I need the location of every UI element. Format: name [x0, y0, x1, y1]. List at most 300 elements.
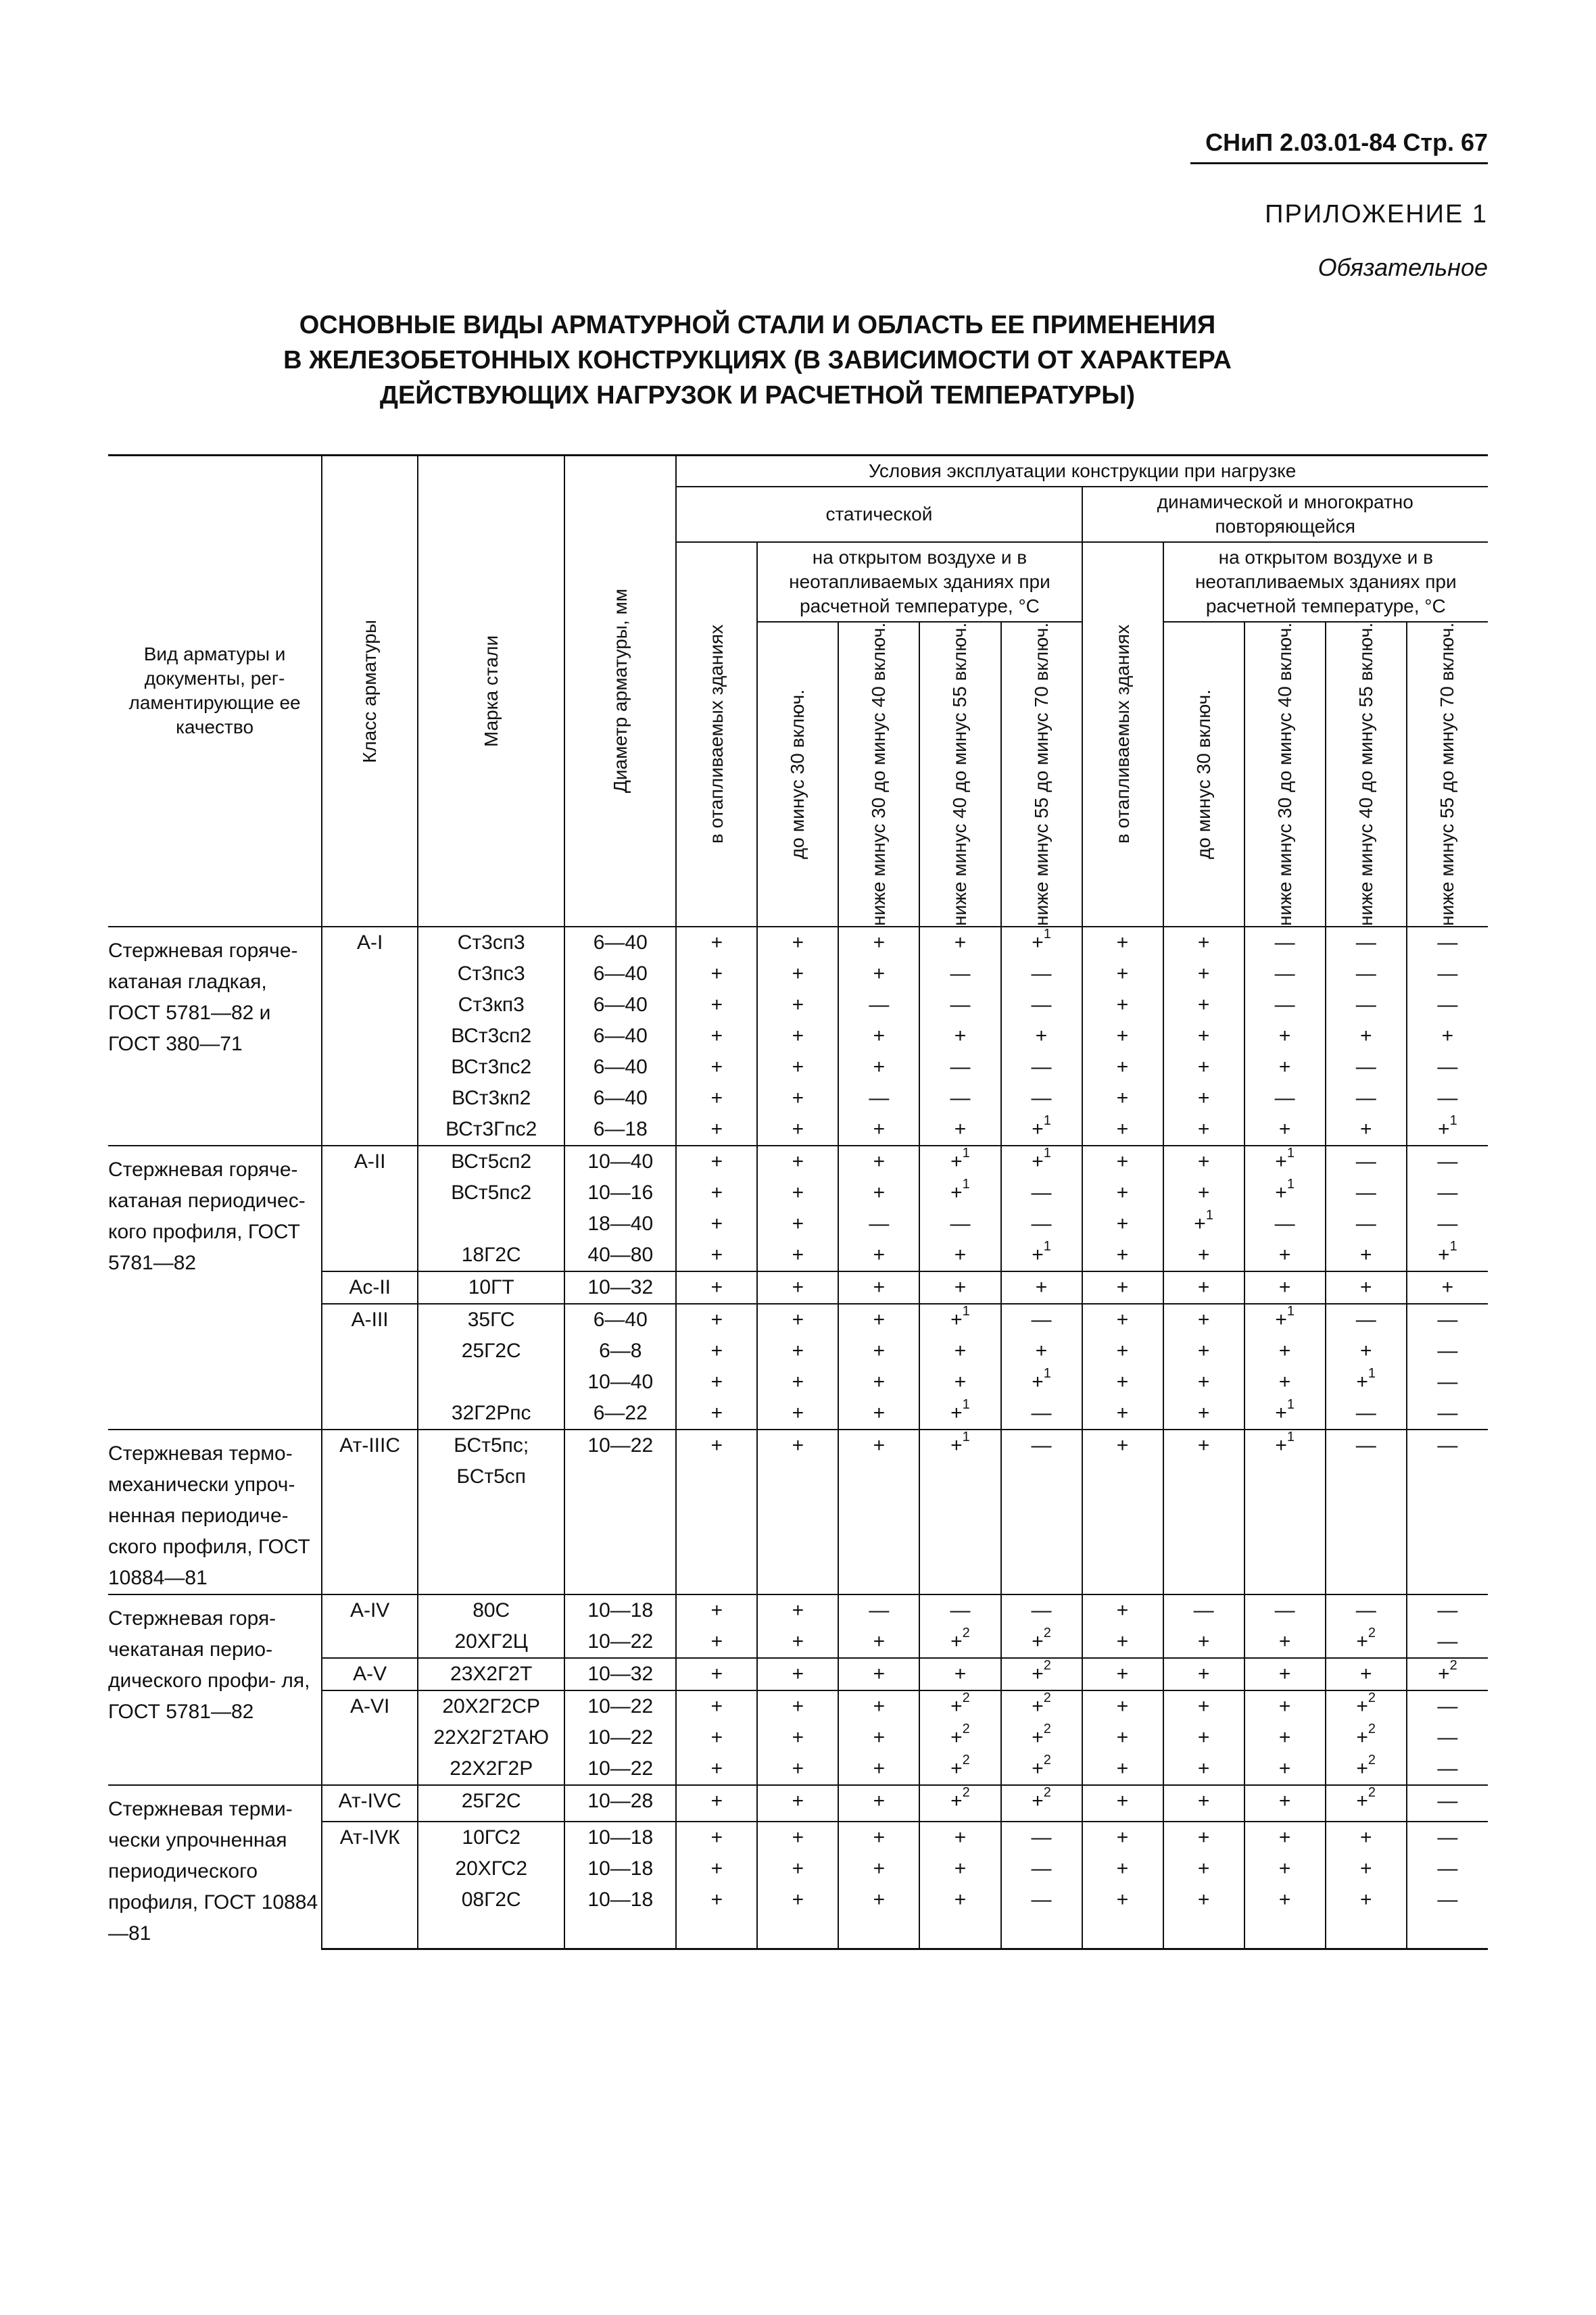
value-mark: +	[1116, 1370, 1129, 1393]
row-type-label: Стержневая термо- механически упроч- ненная периодиче- ского профиля, ГОСТ 10884—81	[108, 1430, 322, 1594]
value-cell	[1163, 1690, 1244, 1785]
value-mark: —	[1031, 1826, 1052, 1849]
header-dynamic: динамической и многократно повторяющейся	[1082, 487, 1488, 542]
value-cell	[838, 1146, 919, 1271]
value-mark: —	[1437, 1726, 1458, 1749]
value-cell	[1163, 1785, 1244, 1822]
value-mark	[1329, 1461, 1403, 1492]
value-mark: —	[1437, 1401, 1458, 1424]
value-cell	[838, 1594, 919, 1658]
value-mark: +	[1278, 1024, 1291, 1047]
value-cell	[1082, 1146, 1163, 1271]
grade-value: 25Г2С	[461, 1789, 521, 1812]
value-cell	[1407, 927, 1488, 1146]
value-mark: +$^2$	[1032, 1625, 1051, 1653]
value-mark: +	[710, 1275, 723, 1298]
diameter-value: 10—16	[587, 1181, 654, 1204]
value-mark: +	[1116, 1662, 1129, 1685]
value-mark: +	[1197, 1370, 1210, 1393]
value-mark: +	[1278, 1726, 1291, 1749]
status-label: Обязательное	[1317, 253, 1488, 281]
value-mark: +	[1035, 1024, 1048, 1047]
value-cell	[1082, 1594, 1163, 1658]
value-mark: +	[710, 1401, 723, 1424]
value-cell	[1407, 1690, 1488, 1785]
value-mark: +	[873, 1339, 886, 1362]
value-mark: +	[1359, 1662, 1372, 1685]
value-mark: +	[1035, 1275, 1048, 1298]
value-mark: +$^2$	[950, 1721, 970, 1749]
value-mark: +	[1278, 1339, 1291, 1362]
value-cell	[676, 1658, 757, 1690]
header-static-t2: ниже минус 30 до минус 40 включ.	[838, 622, 919, 927]
header-static-t1: до минус 30 включ.	[757, 622, 838, 927]
value-cell	[1082, 1822, 1163, 1949]
value-mark: —	[1355, 1434, 1376, 1457]
value-mark: +	[1278, 1275, 1291, 1298]
value-mark: +$^2$	[950, 1784, 970, 1812]
value-cell	[919, 1658, 1000, 1690]
value-mark: +	[873, 1055, 886, 1078]
grade-value	[421, 1209, 561, 1240]
value-mark: —	[1355, 1401, 1376, 1424]
value-mark: +	[792, 1181, 804, 1204]
value-mark: —	[869, 1599, 890, 1622]
grade-value: 32Г2Рпс	[451, 1401, 531, 1424]
value-mark: +	[954, 1826, 967, 1849]
value-mark: +	[710, 1181, 723, 1204]
value-mark: +	[954, 1275, 967, 1298]
value-mark: +	[792, 962, 804, 985]
diameter-value: 10—22	[587, 1630, 654, 1653]
value-mark: —	[1355, 931, 1376, 954]
value-cell	[1001, 1146, 1082, 1271]
value-cell	[1407, 1430, 1488, 1594]
value-cell	[676, 1785, 757, 1822]
diameter-value: 6—8	[599, 1339, 642, 1362]
grade-cell	[418, 1690, 564, 1785]
value-cell	[1082, 1785, 1163, 1822]
value-mark: —	[950, 1086, 971, 1109]
value-mark: +	[792, 1695, 804, 1717]
value-mark: —	[1437, 1150, 1458, 1173]
value-mark: +	[710, 1726, 723, 1749]
value-mark: +	[1116, 931, 1129, 954]
value-mark: +	[873, 1789, 886, 1812]
value-mark: +	[1116, 1857, 1129, 1880]
value-cell	[1326, 1146, 1407, 1271]
value-mark: —	[1031, 1401, 1052, 1424]
value-mark: +	[792, 1024, 804, 1047]
grade-value: 08Г2С	[461, 1888, 521, 1911]
value-cell	[757, 1690, 838, 1785]
value-mark: +	[710, 962, 723, 985]
value-cell	[919, 1822, 1000, 1949]
grade-cell	[418, 1304, 564, 1430]
value-mark: +	[792, 1434, 804, 1457]
diameter-value: 6—40	[593, 993, 648, 1016]
value-cell	[1407, 1785, 1488, 1822]
value-mark: +	[873, 1630, 886, 1653]
value-mark: +	[710, 1086, 723, 1109]
diameter-value: 10—18	[587, 1857, 654, 1880]
class-value: А-III	[351, 1308, 389, 1331]
grade-cell	[418, 1785, 564, 1822]
value-mark: —	[1031, 1181, 1052, 1204]
value-mark: —	[1437, 1599, 1458, 1622]
value-mark: +	[954, 1370, 967, 1393]
value-cell	[1244, 1271, 1326, 1304]
value-cell	[1326, 1822, 1407, 1949]
class-value: А-V	[353, 1662, 387, 1685]
value-cell	[1163, 1271, 1244, 1304]
page-code: СНиП 2.03.01-84 Стр. 67	[1205, 128, 1488, 156]
value-cell	[676, 1304, 757, 1430]
value-cell	[1326, 1658, 1407, 1690]
value-cell	[1244, 1594, 1326, 1658]
title-line-3: ДЕЙСТВУЮЩИХ НАГРУЗОК И РАСЧЕТНОЙ ТЕМПЕРАТУРЫ)	[379, 381, 1136, 410]
value-mark	[842, 1461, 916, 1492]
diameter-value: 6—40	[593, 1055, 648, 1078]
value-mark: +$^1$	[950, 1396, 970, 1424]
value-cell	[1001, 1822, 1082, 1949]
value-cell	[757, 1785, 838, 1822]
value-mark: —	[1437, 1086, 1458, 1109]
header-rule	[1190, 162, 1488, 164]
grade-value: 20ХГС2	[455, 1857, 528, 1880]
class-value: Ат-IVС	[338, 1789, 402, 1812]
header-class: Класс арматуры	[322, 456, 418, 927]
value-cell	[838, 1271, 919, 1304]
value-mark: —	[1437, 1757, 1458, 1780]
value-mark: —	[1274, 931, 1295, 954]
value-mark: +	[1116, 1308, 1129, 1331]
value-mark: +	[873, 1726, 886, 1749]
header-diameter: Диаметр арматуры, мм	[564, 456, 676, 927]
value-cell	[919, 1690, 1000, 1785]
grade-value: БСт5сп	[456, 1465, 527, 1488]
value-mark: —	[950, 1599, 971, 1622]
value-cell	[838, 1304, 919, 1430]
value-mark: —	[1437, 1789, 1458, 1812]
value-mark: +	[1278, 1826, 1291, 1849]
value-cell	[1001, 1430, 1082, 1594]
value-cell	[1407, 1271, 1488, 1304]
value-mark: +	[1197, 1150, 1210, 1173]
diameter-cell	[564, 1785, 676, 1822]
value-mark: +	[873, 1857, 886, 1880]
value-mark: +	[954, 1117, 967, 1140]
value-mark: —	[1437, 1434, 1458, 1457]
value-mark: +	[873, 962, 886, 985]
value-mark: +	[1197, 1662, 1210, 1685]
table-row	[108, 1785, 1488, 1822]
diameter-value: 10—28	[587, 1789, 654, 1812]
value-mark: +$^1$	[950, 1303, 970, 1331]
grade-value: ВСт3сп2	[451, 1024, 532, 1047]
value-mark: +	[1197, 1275, 1210, 1298]
value-mark: +	[1197, 1117, 1210, 1140]
class-cell	[322, 1271, 418, 1304]
value-mark: +	[1116, 993, 1129, 1016]
value-mark: +	[1197, 993, 1210, 1016]
value-cell	[757, 1594, 838, 1658]
header-dynamic-outdoor: на открытом воздухе и в неотапливаемых зданиях при расчетной температуре, °С	[1163, 542, 1488, 622]
value-mark: +	[873, 1024, 886, 1047]
row-type-label: Стержневая горяче- катаная периодичес- кого профиля, ГОСТ 5781—82	[108, 1146, 322, 1430]
diameter-value: 6—40	[593, 1308, 648, 1331]
table-row	[108, 1594, 1488, 1658]
diameter-cell	[564, 1822, 676, 1949]
value-mark: +	[1197, 1757, 1210, 1780]
value-mark: +	[1359, 1117, 1372, 1140]
value-cell	[1001, 1658, 1082, 1690]
diameter-cell	[564, 1658, 676, 1690]
value-mark: —	[1193, 1599, 1214, 1622]
value-mark: +	[873, 1243, 886, 1266]
value-cell	[757, 1430, 838, 1594]
value-mark: +	[792, 1243, 804, 1266]
value-cell	[1163, 927, 1244, 1146]
value-mark: —	[1274, 1212, 1295, 1235]
table-row	[108, 927, 1488, 1146]
row-type-label: Стержневая горяче- катаная гладкая, ГОСТ 5781—82 и ГОСТ 380—71	[108, 927, 322, 1146]
value-cell	[1407, 1146, 1488, 1271]
document-title	[0, 308, 1596, 413]
header-static-t4: ниже минус 55 до минус 70 включ.	[1001, 622, 1082, 927]
value-mark: +	[873, 931, 886, 954]
value-mark: +	[1197, 1086, 1210, 1109]
value-mark: +	[1197, 931, 1210, 954]
value-cell	[1001, 1785, 1082, 1822]
value-mark: +	[1197, 962, 1210, 985]
value-mark: +	[1278, 1757, 1291, 1780]
grade-cell	[418, 927, 564, 1146]
value-mark: +	[1116, 1789, 1129, 1812]
value-mark: +	[1116, 1888, 1129, 1911]
value-mark: —	[1274, 962, 1295, 985]
value-mark: +	[873, 1181, 886, 1204]
value-mark: +	[792, 1401, 804, 1424]
diameter-cell	[564, 1271, 676, 1304]
class-value: Ат-IVК	[339, 1826, 400, 1849]
value-mark: —	[869, 993, 890, 1016]
value-mark: +	[954, 1857, 967, 1880]
value-mark: +	[873, 1888, 886, 1911]
value-mark: +	[792, 1086, 804, 1109]
header-dynamic-t3: ниже минус 40 до минус 55 включ.	[1326, 622, 1407, 927]
value-mark: +	[1359, 1275, 1372, 1298]
value-mark: —	[1031, 1308, 1052, 1331]
value-mark: +	[873, 1308, 886, 1331]
value-cell	[1082, 1690, 1163, 1785]
value-mark: +$^2$	[1032, 1657, 1051, 1685]
value-mark: —	[1355, 1086, 1376, 1109]
value-mark: —	[1437, 1370, 1458, 1393]
grade-value: 20Х2Г2СР	[442, 1695, 541, 1717]
value-mark: —	[1274, 993, 1295, 1016]
value-mark: +$^2$	[1356, 1784, 1376, 1812]
diameter-value: 10—32	[587, 1275, 654, 1298]
value-cell	[1244, 1785, 1326, 1822]
class-value: Ас-II	[349, 1275, 391, 1298]
value-cell	[676, 927, 757, 1146]
value-mark: +	[1116, 1275, 1129, 1298]
value-cell	[919, 1594, 1000, 1658]
value-mark: —	[1437, 1308, 1458, 1331]
value-mark: +	[954, 1243, 967, 1266]
value-mark: +	[1278, 1370, 1291, 1393]
value-mark: —	[950, 993, 971, 1016]
value-mark: —	[1437, 962, 1458, 985]
value-mark: —	[1031, 993, 1052, 1016]
value-mark: +	[873, 1370, 886, 1393]
value-mark: —	[1437, 1055, 1458, 1078]
value-cell	[1082, 1430, 1163, 1594]
grade-cell	[418, 1146, 564, 1271]
value-cell	[1326, 1271, 1407, 1304]
diameter-cell	[564, 1304, 676, 1430]
grade-value: 10ГТ	[468, 1275, 514, 1298]
value-mark: +	[710, 1339, 723, 1362]
value-mark: +	[710, 993, 723, 1016]
value-mark: +$^1$	[1032, 1365, 1051, 1393]
value-mark	[923, 1461, 997, 1492]
value-cell	[919, 1785, 1000, 1822]
class-value: А-VI	[349, 1695, 390, 1717]
value-mark: +	[792, 1826, 804, 1849]
header-static-heated: в отапливаемых зданиях	[676, 542, 757, 927]
value-mark: —	[1437, 1630, 1458, 1653]
value-mark: +$^2$	[1032, 1721, 1051, 1749]
value-mark	[1005, 1461, 1079, 1492]
value-mark	[1086, 1461, 1160, 1492]
value-mark: —	[869, 1212, 890, 1235]
value-cell	[676, 1146, 757, 1271]
value-mark: +	[792, 1055, 804, 1078]
value-mark: +$^1$	[1438, 1113, 1457, 1140]
value-mark: —	[1437, 1212, 1458, 1235]
grade-value: 35ГС	[467, 1308, 515, 1331]
value-cell	[838, 1822, 919, 1949]
value-cell	[1001, 1690, 1082, 1785]
grade-value: 22Х2Г2Р	[450, 1757, 533, 1780]
value-cell	[1326, 1594, 1407, 1658]
header-static-outdoor: на открытом воздухе и в неотапливаемых зданиях при расчетной температуре, °С	[757, 542, 1082, 622]
value-cell	[1001, 927, 1082, 1146]
value-cell	[1244, 1304, 1326, 1430]
grade-value: 80С	[473, 1599, 510, 1622]
value-cell	[1001, 1271, 1082, 1304]
table-row	[108, 1430, 1488, 1594]
value-cell	[1326, 1690, 1407, 1785]
value-mark: +	[1116, 1339, 1129, 1362]
diameter-value: 6—40	[593, 1086, 648, 1109]
class-value: А-I	[356, 931, 383, 954]
class-value: А-IV	[349, 1599, 390, 1622]
grade-cell	[418, 1430, 564, 1594]
class-cell	[322, 1430, 418, 1594]
value-cell	[838, 1658, 919, 1690]
value-mark: +	[1116, 1150, 1129, 1173]
class-cell	[322, 1785, 418, 1822]
value-mark: +	[1116, 962, 1129, 985]
value-mark: —	[1031, 1888, 1052, 1911]
value-cell	[1082, 1271, 1163, 1304]
value-cell	[1244, 1658, 1326, 1690]
class-cell	[322, 1594, 418, 1658]
grade-cell	[418, 1594, 564, 1658]
grade-value: ВСт5сп2	[451, 1150, 532, 1173]
diameter-value: 18—40	[587, 1212, 654, 1235]
value-mark: +	[1116, 1401, 1129, 1424]
value-mark	[679, 1461, 754, 1492]
value-mark: +	[1359, 1024, 1372, 1047]
grade-value: 20ХГ2Ц	[454, 1630, 528, 1653]
value-mark: +$^1$	[1356, 1365, 1376, 1393]
diameter-value: 10—18	[587, 1826, 654, 1849]
value-mark: +	[792, 1212, 804, 1235]
value-mark: +	[1278, 1789, 1291, 1812]
value-mark: —	[1355, 1181, 1376, 1204]
value-mark: +	[1197, 1055, 1210, 1078]
value-mark: +	[710, 1599, 723, 1622]
value-mark: —	[1355, 1055, 1376, 1078]
value-mark: +	[1035, 1339, 1048, 1362]
value-mark: +	[792, 931, 804, 954]
value-mark: +	[1359, 1826, 1372, 1849]
value-mark: +	[1197, 1695, 1210, 1717]
diameter-value	[568, 1461, 673, 1492]
grade-value: 18Г2С	[461, 1243, 521, 1266]
value-mark: +	[954, 1888, 967, 1911]
value-mark: —	[1031, 1434, 1052, 1457]
value-mark: —	[1274, 1599, 1295, 1622]
value-mark: +	[1278, 1695, 1291, 1717]
value-mark: +	[1359, 1857, 1372, 1880]
value-mark: —	[950, 1055, 971, 1078]
value-mark: +	[710, 1888, 723, 1911]
value-mark: —	[1031, 1086, 1052, 1109]
value-mark: +$^1$	[1032, 1238, 1051, 1266]
value-mark: —	[1437, 931, 1458, 954]
diameter-value: 10—22	[587, 1726, 654, 1749]
grade-value: БСт5пс;	[454, 1434, 529, 1457]
grade-value: ВСт3пс2	[451, 1055, 532, 1078]
value-cell	[1244, 1822, 1326, 1949]
value-mark: —	[1031, 1599, 1052, 1622]
value-mark: +	[1197, 1339, 1210, 1362]
value-mark: —	[869, 1086, 890, 1109]
grade-value	[421, 1367, 561, 1398]
diameter-value: 40—80	[587, 1243, 654, 1266]
value-mark: +	[1116, 1212, 1129, 1235]
value-mark: +	[1441, 1024, 1454, 1047]
value-mark: +	[873, 1150, 886, 1173]
value-mark: +$^1$	[1275, 1396, 1295, 1424]
class-cell	[322, 1304, 418, 1430]
value-mark: +	[873, 1662, 886, 1685]
value-mark: —	[950, 962, 971, 985]
value-mark: +$^1$	[1275, 1429, 1295, 1457]
diameter-cell	[564, 1430, 676, 1594]
value-mark: +$^1$	[1194, 1207, 1213, 1235]
value-mark: +	[792, 1857, 804, 1880]
value-mark: +	[1441, 1275, 1454, 1298]
value-mark: +	[710, 1757, 723, 1780]
value-mark: +	[1278, 1055, 1291, 1078]
value-mark: +	[1116, 1757, 1129, 1780]
